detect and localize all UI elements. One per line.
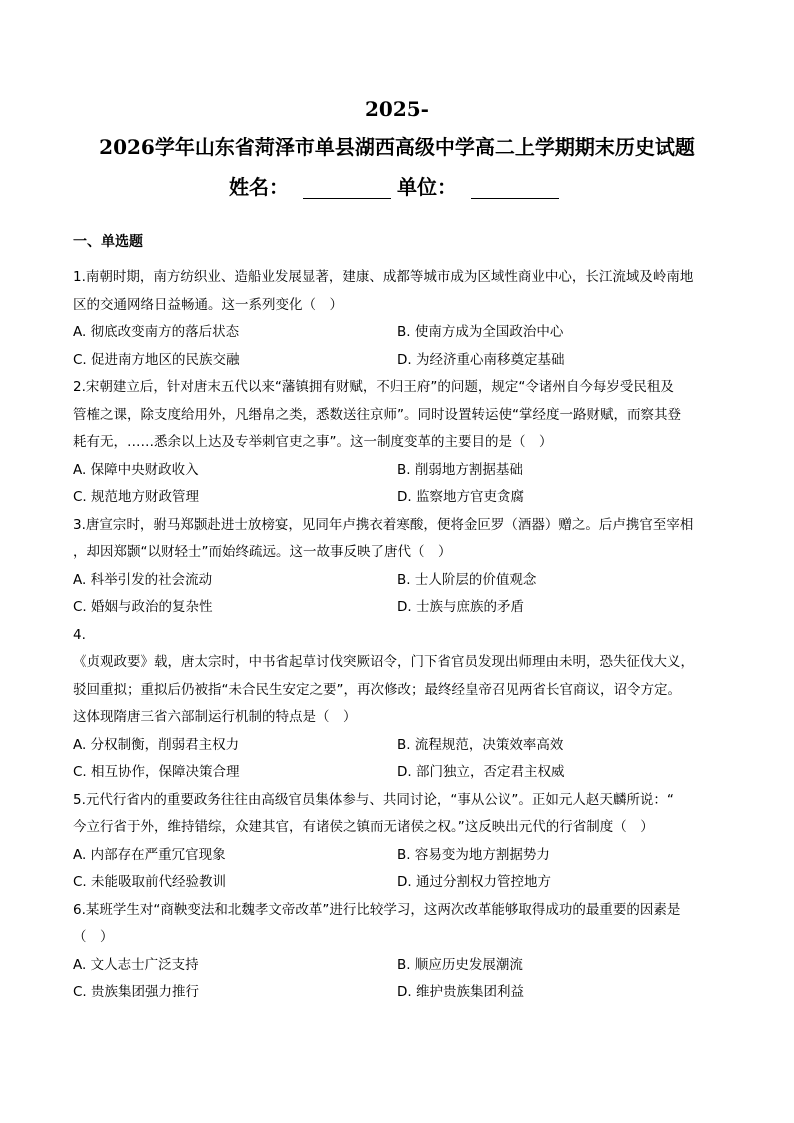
section-title: 一、单选题: [73, 234, 143, 250]
option-B: B. 使南方成为全国政治中心: [397, 324, 564, 340]
question-3: [73, 512, 721, 622]
option-B: B. 士人阶层的价值观念: [397, 571, 537, 588]
question-stem-line: 驳回重拟；重拟后仍被指“未合民生安定之要”，再次修改；最终经皇帝召见两省长官商议，诏令方定。: [73, 681, 681, 698]
question-stem-line: 1.南朝时期，南方纺织业、造船业发展显著，建康、成都等城市成为区域性商业中心，长江流域及岭南地: [73, 269, 694, 285]
question-stem-line: （ ）: [73, 929, 114, 945]
option-grid: [73, 319, 721, 374]
name-blank: [303, 180, 391, 199]
question-stem-line: 今立行省于外，维持错综，众建其官，有诸侯之镇而无诸侯之权。”这反映出元代的行省制度（ ）: [73, 819, 654, 835]
option-B: B. 削弱地方割据基础: [397, 461, 523, 478]
option-D: D. 监察地方官吏贪腐: [397, 489, 524, 505]
question-stem-line: 管榷之课，除支度给用外，凡缗帛之类，悉数送往京师”。同时设置转运使“掌经度一路财赋，而察其登: [73, 406, 681, 423]
option-A: A. 文人志士广泛支持: [73, 956, 199, 973]
name-label: 姓名：: [229, 175, 289, 199]
option-grid: [73, 567, 721, 622]
option-C: C. 婚姻与政治的复杂性: [73, 599, 213, 615]
question-5: [73, 787, 721, 897]
name-unit-line: [0, 175, 794, 199]
question-stem-line: ，却因郑颢“以财轻士”而始终疏远。这一故事反映了唐代（ ）: [73, 544, 452, 560]
question-4: [73, 622, 721, 787]
title-line-2: 2026学年山东省菏泽市单县湖西高级中学高二上学期期末历史试题: [99, 135, 695, 159]
option-A: A. 彻底改变南方的落后状态: [73, 324, 240, 340]
question-list: [73, 264, 721, 1007]
question-stem-line: 2.宋朝建立后，针对唐末五代以来“藩镇拥有财赋，不归王府”的问题，规定“令诸州自今每岁受民租及: [73, 379, 674, 395]
question-stem-line: 《贞观政要》载，唐太宗时，中书省起草讨伐突厥诏令，门下省官员发现出师理由未明，恐失征伐大义，: [73, 654, 694, 670]
option-D: D. 士族与庶族的矛盾: [397, 599, 524, 615]
question-stem-line: 6.某班学生对“商鞅变法和北魏孝文帝改革”进行比较学习，这两次改革能够取得成功的最重要的因素是: [73, 901, 681, 918]
option-grid: [73, 952, 721, 1007]
question-stem-line: 这体现隋唐三省六部制运行机制的特点是（ ）: [73, 709, 357, 725]
option-C: C. 未能吸取前代经验教训: [73, 874, 227, 890]
option-D: D. 为经济重心南移奠定基础: [397, 351, 565, 368]
question-1: [73, 264, 721, 374]
option-A: A. 保障中央财政收入: [73, 461, 199, 478]
option-A: A. 内部存在严重冗官现象: [73, 846, 226, 863]
option-C: C. 规范地方财政管理: [73, 489, 200, 505]
option-grid: [73, 842, 721, 897]
option-B: B. 流程规范，决策效率高效: [397, 736, 564, 753]
question-6: [73, 897, 721, 1007]
option-grid: [73, 457, 721, 512]
unit-blank: [471, 180, 559, 199]
question-stem-line: 3.唐宣宗时，驸马郑颢赴进士放榜宴，见同年卢携衣着寒酸，便将金叵罗（酒器）赠之。后卢携官至宰相: [73, 516, 694, 533]
option-D: D. 部门独立，否定君主权威: [397, 764, 565, 780]
option-D: D. 通过分割权力管控地方: [397, 874, 551, 890]
question-stem-line: 5.元代行省内的重要政务往往由高级官员集体参与、共同讨论，“事从公议”。正如元人赵天麟所说：“: [73, 791, 674, 808]
option-B: B. 容易变为地方割据势力: [397, 846, 550, 863]
question-stem-line: 4.: [73, 626, 86, 643]
unit-label: 单位：: [397, 175, 457, 199]
question-stem-line: 区的交通网络日益畅通。这一系列变化（ ）: [73, 296, 343, 313]
question-2: [73, 374, 721, 512]
option-C: C. 贵族集团强力推行: [73, 984, 200, 1000]
title-line-1: 2025-: [365, 97, 429, 121]
option-grid: [73, 732, 721, 787]
option-A: A. 分权制衡，削弱君主权力: [73, 736, 240, 753]
option-D: D. 维护贵族集团利益: [397, 984, 524, 1000]
option-B: B. 顺应历史发展潮流: [397, 956, 523, 973]
question-stem-line: 耗有无，……悉余以上达及专举刺官吏之事”。这一制度变革的主要目的是（ ）: [73, 434, 553, 450]
option-C: C. 促进南方地区的民族交融: [73, 351, 240, 368]
option-C: C. 相互协作，保障决策合理: [73, 764, 240, 780]
option-A: A. 科举引发的社会流动: [73, 571, 213, 588]
